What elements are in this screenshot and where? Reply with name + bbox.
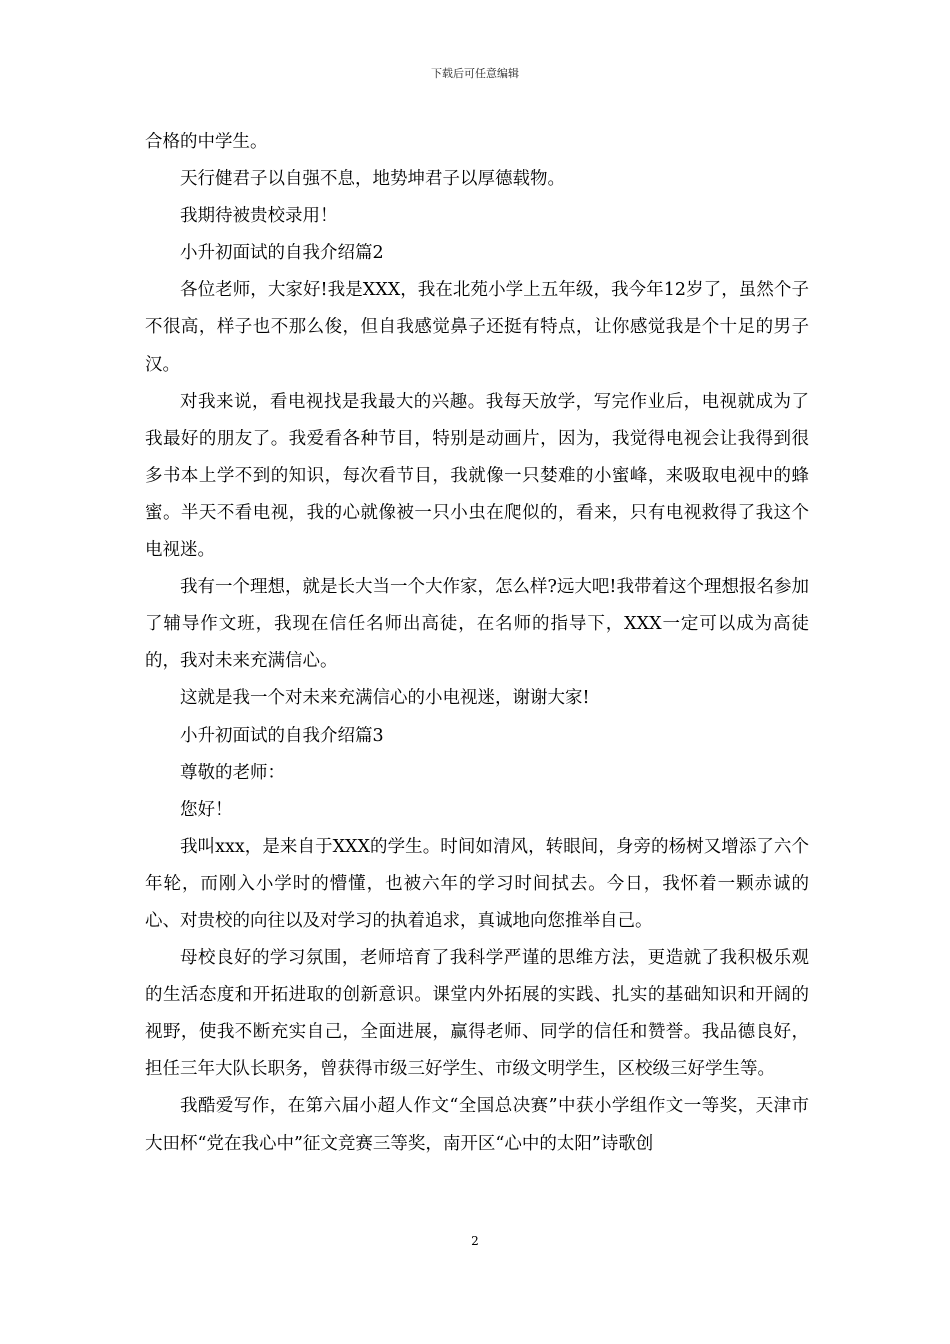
paragraph: 我有一个理想，就是长大当一个大作家，怎么样?远大吧!我带着这个理想报名参加了辅导作文班，我现在信任名师出高徒，在名师的指导下，XXX一定可以成为高徒的，我对未来充满信心。 bbox=[145, 577, 809, 672]
salutation: 尊敬的老师： bbox=[180, 762, 285, 783]
greeting: 您好！ bbox=[180, 799, 233, 820]
paragraph: 合格的中学生。 bbox=[145, 132, 268, 152]
paragraph: 这就是我一个对未来充满信心的小电视迷，谢谢大家! bbox=[180, 688, 590, 709]
paragraph: 对我来说，看电视找是我最大的兴趣。我每天放学，写完作业后，电视就成为了我最好的朋友了。我爱看各种节目，特别是动画片，因为，我觉得电视会让我得到很多书本上学不到的知识，每次看节目，我就像一只婪难的小蜜峰，来吸取电视中的蜂蜜。半天不看电视，我的心就像被一只小虫在爬似的，看来，只有电视救得了我这个电视迷。 bbox=[145, 391, 809, 561]
paragraph: 我叫xxx，是来自于XXX的学生。时间如清风，转眼间，身旁的杨树又增添了六个年轮，而刚入小学时的懵懂，也被六年的学习时间拭去。今日，我怀着一颗赤诚的心、对贵校的向往以及对学习的执着追求，真诚地向您推举自己。 bbox=[145, 836, 809, 931]
page-number: 2 bbox=[471, 1234, 479, 1248]
paragraph: 各位老师，大家好!我是XXX，我在北苑小学上五年级，我今年12岁了，虽然个子不很高，样子也不那么俊，但自我感觉鼻子还挺有特点，让你感觉我是个十足的男子汉。 bbox=[145, 280, 809, 375]
paragraph: 母校良好的学习氛围，老师培育了我科学严谨的思维方法，更造就了我积极乐观的生活态度和开拓进取的创新意识。课堂内外拓展的实践、扎实的基础知识和开阔的视野，使我不断充实自己，全面进展，赢得老师、同学的信任和赞誉。我品德良好，担任三年大队长职务，曾获得市级三好学生、市级文明学生，区校级三好学生等。 bbox=[145, 948, 809, 1080]
document-body bbox=[145, 124, 809, 1163]
paragraph: 我期待被贵校录用！ bbox=[180, 206, 338, 227]
page-header-note: 下载后可任意编辑 bbox=[431, 67, 519, 80]
paragraph: 天行健君子以自强不息，地势坤君子以厚德载物。 bbox=[180, 169, 565, 190]
section-heading: 小升初面试的自我介绍篇2 bbox=[180, 243, 384, 264]
paragraph: 我酷爱写作，在第六届小超人作文“全国总决赛”中获小学组作文一等奖，天津市大田杯“党在我心中”征文竞赛三等奖，南开区“心中的太阳”诗歌创 bbox=[145, 1096, 809, 1154]
section-heading: 小升初面试的自我介绍篇3 bbox=[180, 725, 384, 746]
